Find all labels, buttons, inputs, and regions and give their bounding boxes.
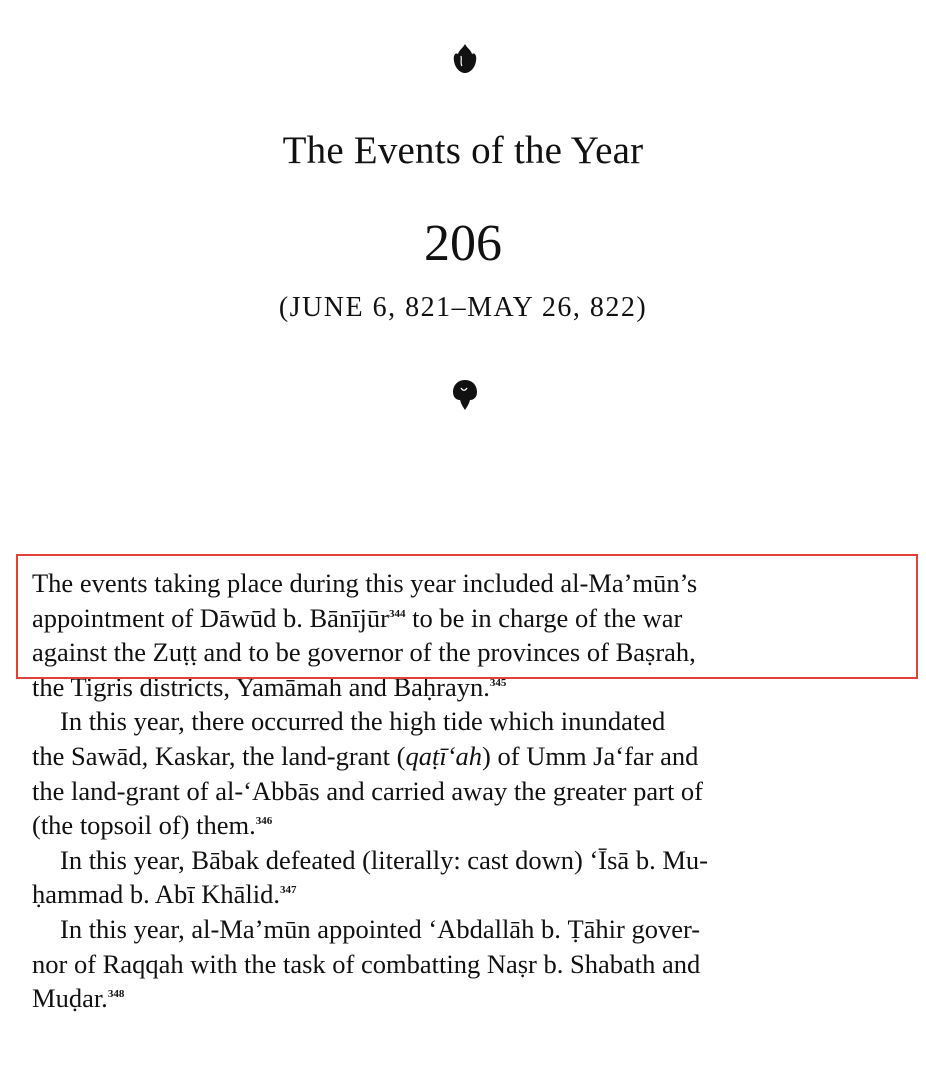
- paragraph-text: The events taking place during this year included al-Ma’mūn’s appointment of Dāwūd b. Bānījūr$^{344}$ to be in charge of the war against the Zuṭṭ and to be governor of the provinces of Baṣrah, the Tigris districts, Yamāmah and Baḥrayn.$^{345}$: [32, 568, 698, 702]
- italic-term: qaṭī‘ah: [405, 740, 483, 771]
- footnote-ref[interactable]: 348: [107, 988, 125, 1001]
- footnote-ref[interactable]: 345: [489, 676, 507, 689]
- footnote-ref[interactable]: 347: [280, 884, 297, 897]
- drop-ornament-icon: [447, 376, 483, 412]
- paragraph: In this year, there occurred the high tide which inundated the Sawād, Kaskar, the land-grant (qaṭī‘ah) of Umm Ja‘far and the land-grant of al-‘Abbās and carried away the greater part of (the topsoil of) them.$^{346}$: [32, 706, 704, 841]
- footnote-ref[interactable]: 346: [255, 815, 273, 828]
- chapter-dates: (JUNE 6, 821–MAY 26, 822): [278, 292, 648, 323]
- chapter-year: 206: [424, 215, 502, 272]
- flame-ornament-icon: [447, 42, 483, 78]
- paragraph: In this year, al-Ma’mūn appointed ‘Abdallāh b. Ṭāhir gover- nor of Raqqah with the task of combatting Naṣr b. Shabath and Muḍar.$^{348}$: [32, 913, 701, 1014]
- paragraph: In this year, Bābak defeated (literally: cast down) ‘Īsā b. Mu- ḥammad b. Abī Khālid.$^{347}$: [32, 844, 708, 910]
- footnote-ref[interactable]: 344: [388, 607, 406, 620]
- highlight-box: [16, 554, 918, 679]
- chapter-title: The Events of the Year: [282, 129, 644, 172]
